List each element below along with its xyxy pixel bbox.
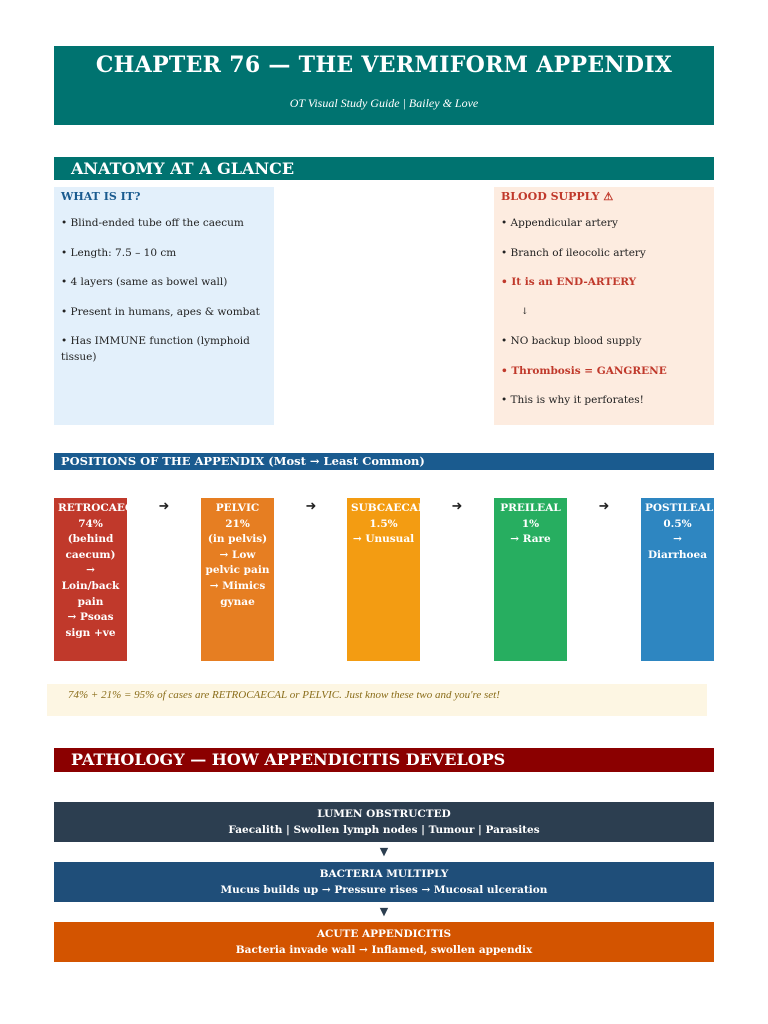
flow-step-detail: Mucus builds up → Pressure rises → Mucosal ulceration [220,884,548,896]
down-triangle-icon: ▼ [379,845,389,858]
right-arrow-icon: ➜ [158,499,170,514]
flow-step-title: BACTERIA MULTIPLY [319,868,449,880]
blood-supply-box [494,187,714,425]
position-card-preileal [494,498,567,661]
right-arrow-icon: ➜ [598,499,610,514]
blood-item: • NO backup blood supply [501,335,642,347]
chapter-title: CHAPTER 76 — THE VERMIFORM APPENDIX [95,52,673,78]
right-arrow-icon: ➜ [305,499,317,514]
chapter-subtitle: OT Visual Study Guide | Bailey & Love [289,96,479,110]
what-is-it-box [54,187,274,425]
position-card-text: POSTILEAL 0.5% → Diarrhoea [645,502,714,561]
what-item: • Has IMMUNE function (lymphoid tissue) [61,335,250,363]
flow-step-bacteria [54,862,714,902]
flow-step-detail: Bacteria invade wall → Inflamed, swollen appendix [235,944,533,956]
position-card-text: PELVIC 21% (in pelvis) → Low pelvic pain → Mimics gynae [205,502,270,608]
position-card-pelvic [201,498,274,661]
flow-step-title: LUMEN OBSTRUCTED [317,808,451,820]
down-triangle-icon: ▼ [379,905,389,918]
blood-item-warning: • It is an END-ARTERY [501,276,637,288]
what-item: • Length: 7.5 – 10 cm [61,246,177,259]
position-card-postileal [641,498,714,661]
what-is-it-title: WHAT IS IT? [61,190,141,203]
pathology-heading: PATHOLOGY — HOW APPENDICITIS DEVELOPS [54,748,714,772]
flow-step-title: ACUTE APPENDICITIS [316,928,452,940]
flow-step-acute [54,922,714,962]
right-arrow-icon: ➜ [451,499,463,514]
what-item: • Present in humans, apes & wombat [61,305,260,318]
positions-note: 74% + 21% = 95% of cases are RETROCAECAL or PELVIC. Just know these two and you're set! [47,684,707,716]
flow-step-detail: Faecalith | Swollen lymph nodes | Tumour | Parasites [228,824,540,836]
position-card-text: SUBCAECAL 1.5% → Unusual [351,502,426,546]
blood-item: • This is why it perforates! [501,394,644,406]
position-card-text: PREILEAL 1% → Rare [500,502,561,546]
position-card-retrocaecal [54,498,149,661]
positions-heading: POSITIONS OF THE APPENDIX (Most → Least Common) [54,453,714,470]
blood-supply-title: BLOOD SUPPLY ⚠ [501,190,614,203]
chapter-header [54,46,714,125]
anatomy-heading: ANATOMY AT A GLANCE [54,157,714,180]
blood-item-warning: • Thrombosis = GANGRENE [501,364,667,377]
blood-item: • Appendicular artery [501,217,618,229]
down-arrow-icon: ↓ [521,306,529,317]
position-card-subcaecal [347,498,426,661]
blood-item: • Branch of ileocolic artery [501,246,646,259]
what-item: • 4 layers (same as bowel wall) [61,276,228,288]
position-card-text: RETROCAECAL 74% (behind caecum) → Loin/back pain → Psoas sign +ve [58,502,149,639]
what-item: • Blind-ended tube off the caecum [61,217,244,229]
flow-step-obstruction [54,802,714,842]
